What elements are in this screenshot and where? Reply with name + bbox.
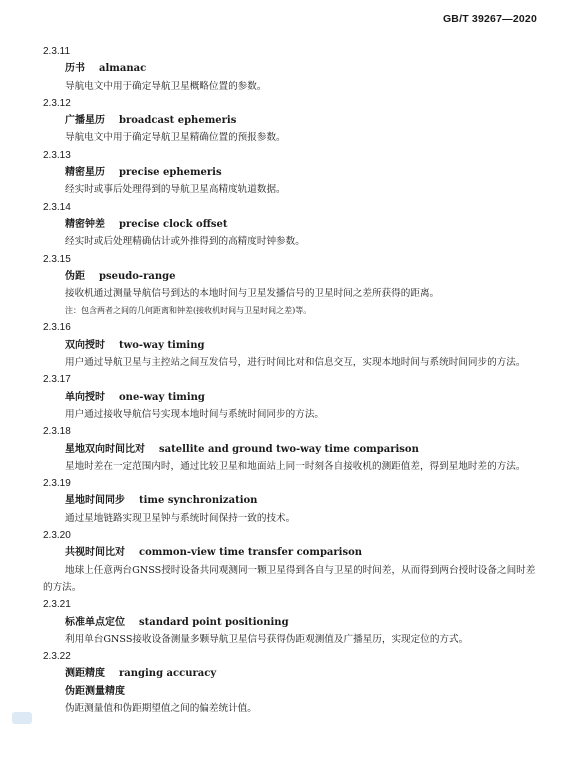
term-note: 注：包含两者之间的几何距离和钟差(接收机时间与卫星时间之差)等。 (65, 306, 312, 316)
term-en: time synchronization (139, 495, 258, 507)
term-number: 2.3.17 (43, 374, 71, 386)
term-title (0, 216, 575, 233)
term-en: precise clock offset (119, 218, 228, 230)
term-zh: 精密星历 (65, 167, 105, 179)
term-zh: 精密钟差 (65, 218, 105, 230)
term-definition: 经实时或后处理精确估计或外推得到的高精度时钟参数。 (65, 236, 305, 248)
term-entry-2-3-18 (0, 423, 575, 475)
term-number: 2.3.16 (43, 322, 71, 334)
term-definition: 导航电文中用于确定导航卫星精确位置的预报参数。 (65, 132, 286, 144)
term-zh: 测距精度 (65, 668, 105, 680)
term-entry-2-3-17 (0, 371, 575, 423)
term-number: 2.3.15 (43, 253, 71, 265)
term-number: 2.3.21 (43, 599, 71, 611)
term-en: broadcast ephemeris (119, 115, 237, 127)
term-definition: 伪距测量值和伪距期望值之间的偏差统计值。 (65, 702, 257, 714)
term-definition: 用户通过接收导航信号实现本地时间与系统时间同步的方法。 (65, 408, 325, 420)
term-entry-2-3-11 (0, 43, 575, 95)
term-en: almanac (99, 63, 147, 75)
term-synonym: 伪距测量精度 (65, 685, 125, 697)
term-definition: 导航电文中用于确定导航卫星概略位置的参数。 (65, 80, 267, 92)
term-entry-2-3-15 (0, 251, 575, 320)
term-title (0, 164, 575, 181)
term-title (0, 441, 575, 458)
term-number: 2.3.20 (43, 530, 71, 542)
term-title (0, 665, 575, 682)
terms-list (0, 43, 575, 717)
term-entry-2-3-12 (0, 95, 575, 147)
term-title (0, 60, 575, 77)
term-en: two-way timing (119, 339, 205, 351)
term-zh: 伪距 (65, 270, 85, 282)
term-entry-2-3-20 (0, 527, 575, 596)
term-zh: 历书 (65, 63, 85, 75)
term-definition: 地球上任意两台GNSS授时设备共同观测同一颗卫星得到各自与卫星的时间差，从而得到两台授时设备之间时差的方法。 (43, 564, 536, 593)
term-en: common-view time transfer comparison (139, 547, 363, 559)
term-number: 2.3.11 (43, 46, 71, 57)
term-entry-2-3-21 (0, 596, 575, 648)
term-title (0, 492, 575, 509)
term-zh: 星地时间同步 (65, 495, 125, 507)
term-number: 2.3.22 (43, 651, 71, 663)
term-en: precise ephemeris (119, 167, 222, 179)
term-definition: 用户通过导航卫星与主控站之间互发信号，进行时间比对和信息交互，实现本地时间与系统时间同步的方法。 (65, 357, 526, 369)
term-zh: 标准单点定位 (65, 616, 125, 628)
term-entry-2-3-22 (0, 648, 575, 717)
term-entry-2-3-19 (0, 475, 575, 527)
margin-stamp-mark (12, 712, 32, 724)
term-zh: 星地双向时间比对 (65, 443, 145, 455)
term-title (0, 112, 575, 129)
term-en: ranging accuracy (119, 668, 217, 680)
term-title (0, 337, 575, 354)
term-en: satellite and ground two-way time comparison (159, 443, 419, 455)
term-title (0, 614, 575, 631)
term-en: standard point positioning (139, 616, 289, 628)
term-zh: 双向授时 (65, 339, 105, 351)
term-entry-2-3-14 (0, 199, 575, 251)
term-zh: 广播星历 (65, 115, 105, 127)
term-title (0, 544, 575, 561)
standard-code: GB/T 39267—2020 (442, 13, 537, 25)
term-number: 2.3.12 (43, 97, 71, 109)
term-number: 2.3.18 (43, 426, 71, 438)
term-zh: 共视时间比对 (65, 547, 125, 559)
term-definition: 利用单台GNSS接收设备测量多颗导航卫星信号获得伪距观测值及广播星历，实现定位的方式。 (65, 633, 469, 645)
term-definition: 通过星地链路实现卫星钟与系统时间保持一致的技术。 (65, 512, 296, 524)
term-number: 2.3.19 (43, 478, 71, 490)
term-en: one-way timing (119, 391, 205, 403)
term-definition: 接收机通过测量导航信号到达的本地时间与卫星发播信号的卫星时间之差所获得的距离。 (65, 288, 440, 300)
term-definition: 经实时或事后处理得到的导航卫星高精度轨道数据。 (65, 184, 286, 196)
term-title (0, 389, 575, 406)
term-zh: 单向授时 (65, 391, 105, 403)
term-number: 2.3.14 (43, 201, 71, 213)
term-definition: 星地时差在一定范围内时，通过比较卫星和地面站上同一时刻各自接收机的测距值差，得到星地时差的方法。 (65, 460, 526, 472)
term-title (0, 268, 575, 285)
term-en: pseudo-range (99, 270, 176, 282)
term-number: 2.3.13 (43, 149, 71, 161)
term-entry-2-3-16 (0, 319, 575, 371)
term-entry-2-3-13 (0, 147, 575, 199)
